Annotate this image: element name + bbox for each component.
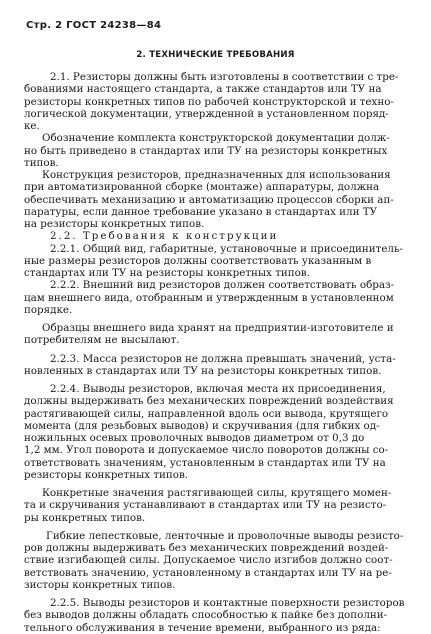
text-line: порядке. [24,303,73,316]
text-line: Образцы внешнего вида хранят на предприятии-изготовителе и [42,322,394,334]
text-line: 2.2.4. Выводы резисторов, включая места их присоединения, [50,383,386,395]
text-line: Обозначение комплекта конструкторской документации долж- [42,132,390,145]
text-line: 2.1. Резисторы должны быть изготовлены в соответствии с тре- [50,71,399,83]
text-line: паратуры, если данное требование указано в стандартах или ТУ [24,205,378,218]
text-line: цам внешнего вида, отобранным и утвержденным в установленном [24,291,394,304]
text-line: на резисторы конкретных типов. [24,218,205,230]
page-header: Стр. 2 ГОСТ 24238—84 [26,20,162,31]
text-line: ке. [24,120,40,132]
text-line: та и скручивания устанавливают в стандартах или ТУ на резисто- [24,499,387,512]
text-line: растягивающей силы, направленной вдоль оси вывода, крутящего [24,407,389,420]
text-line: но быть приведено в стандартах или ТУ на резисторы конкретных [24,144,388,157]
text-line: 2.2.5. Выводы резисторов и контактные поверхности резисторов [50,597,405,609]
text-line: 1,2 мм. Угол поворота и допускаемое число поворотов должны со- [24,444,389,457]
document-body [24,71,406,634]
text-line: стандартах или ТУ на резисторы конкретных типов. [24,267,310,279]
text-line: новленных в стандартах или ТУ на резисторы конкретных типов. [24,364,382,377]
text-line: ветствовать значению, установленному в стандартах или ТУ на ре- [24,566,392,579]
text-line: потребителям не высылают. [24,334,180,347]
text-line: обеспечивать механизацию и автоматизацию процессов сборки ап- [24,193,394,206]
text-line: Гибкие лепестковые, ленточные и проволочные выводы резисто- [46,529,404,542]
text-line: 2.2.2. Внешний вид резисторов должен соответствовать образ- [50,279,395,292]
text-line: резисторы конкретных типов. [24,468,189,481]
text-line: ножильных осевых проволочных выводов диаметром от 0,3 до [24,432,365,444]
text-line: зисторы конкретных типов. [24,578,176,591]
text-line: ры конкретных типов. [24,511,146,524]
text-line: 2.2.3. Масса резисторов не должна превышать значений, уста- [50,352,396,365]
text-line: тельного обслуживания в течение времени, выбранного из ряда: [24,621,381,634]
text-line: без выводов должны обладать способностью к пайке без дополни- [24,609,388,622]
text-line: 2.2.1. Общий вид, габаритные, установочные и присоединитель- [50,242,404,255]
subsection-heading: 2.2. Требования к конструкции [50,230,279,243]
text-line: Конструкция резисторов, предназначенных для использования [42,169,391,181]
text-line: логической документации, утвержденной в установленном поряд- [24,107,389,120]
text-line: момента (для резьбовых выводов) и скручивания (для гибких од- [24,419,380,432]
text-line: ные размеры резисторов должны соответствовать указанным в [24,254,372,267]
text-line: Конкретные значения растягивающей силы, крутящего момен- [42,487,392,499]
text-line: бованиями настоящего стандарта, а также стандартов или ТУ на [24,83,382,96]
text-line: при автоматизированной сборке (монтаже) аппаратуры, должна [24,181,380,194]
text-line: ров должны выдерживать без механических повреждений воздей- [24,542,389,554]
section-title: 2. ТЕХНИЧЕСКИЕ ТРЕБОВАНИЯ [136,50,295,60]
text-line: ствие изгибающей силы. Допускаемое число изгибов должно соот- [24,554,393,567]
text-line: ответствовать значениям, установленным в стандартах или ТУ на [24,456,386,469]
text-line: должны выдерживать без механических повреждений воздействия [24,395,394,408]
text-line: резисторы конкретных типов по рабочей конструкторской и техно- [24,95,394,108]
text-line: типов. [24,156,59,169]
